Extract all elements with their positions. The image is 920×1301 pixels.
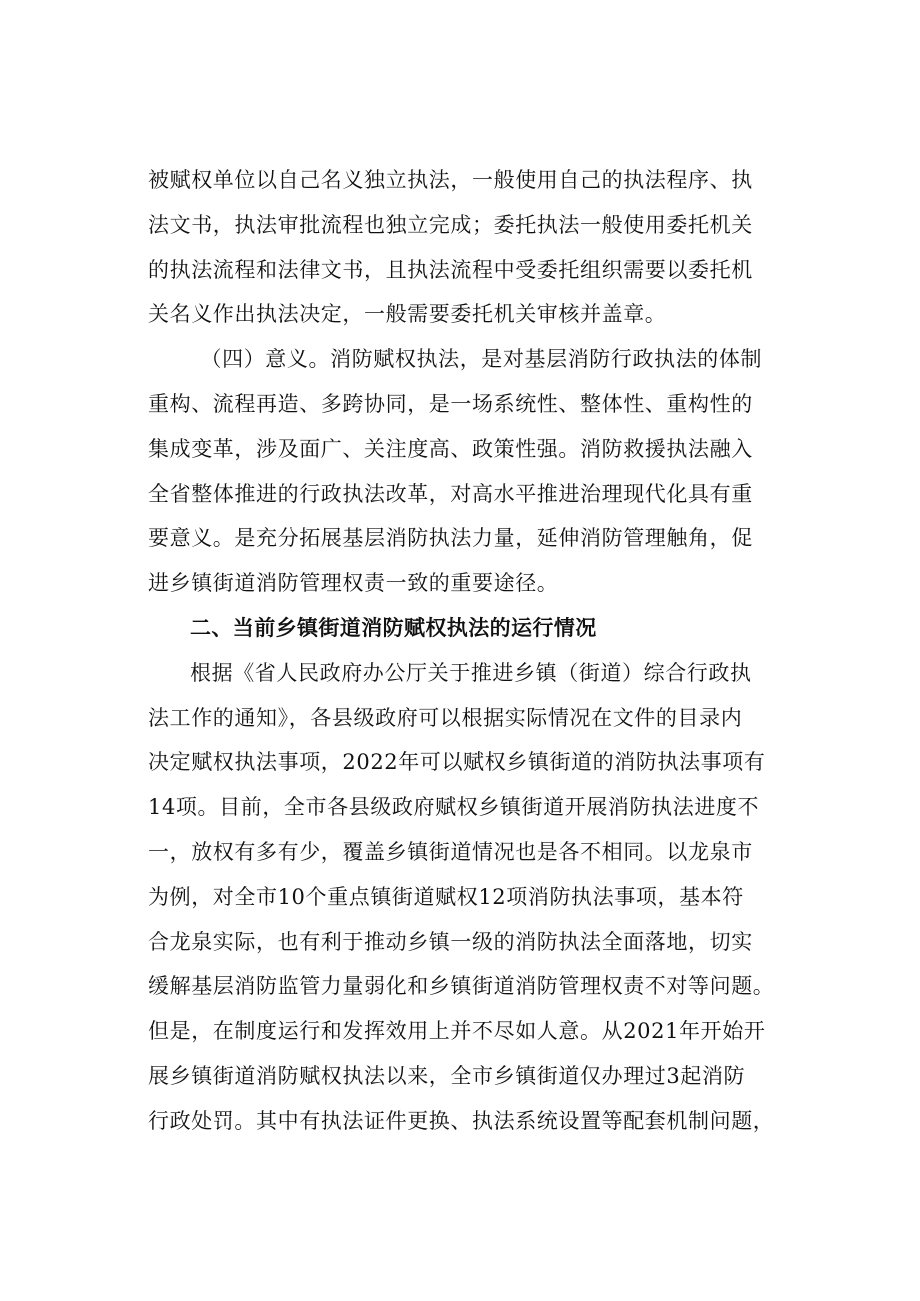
text-line: 关名义作出执法决定，一般需要委托机关审核并盖章。 bbox=[148, 302, 667, 327]
paragraph-delegation-comparison bbox=[148, 158, 800, 337]
text-line: 集成变革，涉及面广、关注度高、政策性强。消防救援执法融入 bbox=[148, 436, 753, 461]
section-heading: 二、当前乡镇街道消防赋权执法的运行情况 bbox=[190, 615, 597, 640]
text-line: 行政处罚。其中有执法证件更换、执法系统设置等配套机制问题， bbox=[148, 1108, 775, 1133]
text-line: 全省整体推进的行政执法改革，对高水平推进治理现代化具有重 bbox=[148, 481, 753, 506]
text-line: 要意义。是充分拓展基层消防执法力量，延伸消防管理触角，促 bbox=[148, 526, 753, 551]
text-line: 进乡镇街道消防管理权责一致的重要途径。 bbox=[148, 571, 559, 596]
text-line: （四）意义。消防赋权执法，是对基层消防行政执法的体制 bbox=[200, 347, 763, 372]
text-line: 一，放权有多有少，覆盖乡镇街道情况也是各不相同。以龙泉市 bbox=[148, 839, 753, 864]
document-body bbox=[148, 158, 800, 1144]
text-line: 展乡镇街道消防赋权执法以来，全市乡镇街道仅办理过3起消防 bbox=[148, 1063, 746, 1088]
text-line: 14项。目前，全市各县级政府赋权乡镇街道开展消防执法进度不 bbox=[148, 795, 760, 820]
text-line: 的执法流程和法律文书，且执法流程中受委托组织需要以委托机 bbox=[148, 257, 753, 282]
text-line: 法工作的通知》，各县级政府可以根据实际情况在文件的目录内 bbox=[148, 705, 743, 730]
text-line: 缓解基层消防监管力量弱化和乡镇街道消防管理权责不对等问题。 bbox=[148, 974, 775, 999]
text-line: 为例，对全市10个重点镇街道赋权12项消防执法事项，基本符 bbox=[148, 884, 744, 909]
text-line: 被赋权单位以自己名义独立执法，一般使用自己的执法程序、执 bbox=[148, 168, 753, 192]
text-line: 根据《省人民政府办公厅关于推进乡镇（街道）综合行政执 bbox=[190, 660, 752, 685]
paragraph-significance bbox=[148, 337, 800, 606]
text-line: 法文书，执法审批流程也独立完成；委托执法一般使用委托机关 bbox=[148, 212, 753, 237]
text-line: 合龙泉实际，也有利于推动乡镇一级的消防执法全面落地，切实 bbox=[148, 929, 753, 954]
text-line: 但是，在制度运行和发挥效用上并不尽如人意。从2021年开始开 bbox=[148, 1019, 766, 1044]
text-line: 决定赋权执法事项，2022年可以赋权乡镇街道的消防执法事项有 bbox=[148, 750, 766, 775]
text-line: 重构、流程再造、多跨协同，是一场系统性、整体性、重构性的 bbox=[148, 391, 753, 416]
paragraph-current-situation bbox=[148, 651, 800, 1144]
